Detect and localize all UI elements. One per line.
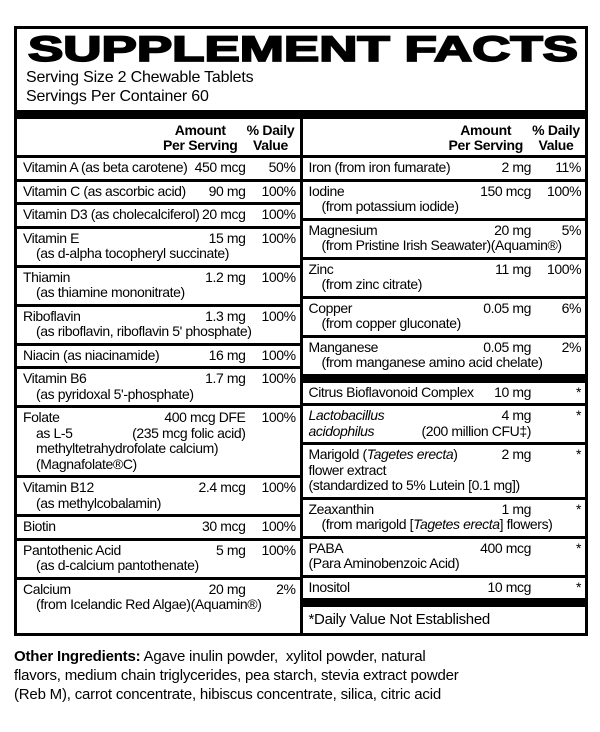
nutrient-line — [309, 463, 582, 479]
nutrient-name: (Magnafolate®C) — [36, 455, 137, 472]
nutrient-line — [23, 371, 296, 387]
nutrient-line — [309, 447, 582, 463]
nutrient-amount: 4 mg — [501, 407, 531, 423]
daily-value-header — [531, 123, 581, 153]
nutrient-line — [23, 457, 296, 473]
nutrient-row — [17, 265, 300, 304]
daily-value-header — [246, 123, 296, 153]
nutrient-line — [23, 309, 296, 325]
nutrient-name: (from Pristine Irish Seawater)(Aquamin®) — [321, 237, 562, 253]
nutrient-daily-value: 100% — [261, 518, 296, 534]
amount-per-serving-header — [448, 123, 523, 153]
amount-header-line1: Amount — [460, 122, 512, 138]
nutrient-amount: (235 mcg folic acid) — [132, 424, 246, 441]
nutrient-amount: 20 mcg — [201, 206, 246, 222]
nutrient-daily-value: 100% — [261, 346, 296, 363]
nutrient-amount: 1.3 mg — [205, 307, 246, 324]
nutrient-line — [23, 426, 296, 442]
nutrient-daily-value: * — [575, 539, 581, 556]
nutrient-line — [23, 348, 296, 364]
nutrient-amount: 0.05 mg — [483, 338, 531, 355]
nutrient-row — [303, 257, 586, 296]
nutrient-daily-value: 100% — [261, 268, 296, 285]
nutrient-row — [303, 296, 586, 335]
nutrient-line — [23, 496, 296, 512]
right-column-rows — [303, 158, 586, 598]
nutrient-amount: (200 million CFU‡) — [421, 422, 531, 439]
nutrient-row — [303, 403, 586, 442]
nutrient-amount: 150 mcg — [480, 182, 531, 199]
nutrient-daily-value: * — [575, 578, 581, 595]
nutrient-amount: 1 mg — [501, 500, 531, 517]
nutrient-line — [23, 231, 296, 247]
nutrient-daily-value: 6% — [561, 299, 581, 316]
nutrient-name: methyltetrahydrofolate calcium) — [36, 440, 219, 456]
nutrient-amount: 20 mg — [494, 221, 531, 238]
nutrient-line — [309, 301, 582, 317]
nutrient-amount: 16 mg — [208, 346, 246, 363]
nutrient-row — [17, 343, 300, 367]
nutrient-name: (from copper gluconate) — [321, 315, 461, 331]
nutrient-name: Folate — [23, 409, 60, 425]
nutrient-line — [309, 385, 582, 401]
nutrient-name: (as d-calcium pantothenate) — [36, 557, 199, 573]
nutrient-line — [309, 517, 582, 533]
nutrient-name: Iron (from iron fumarate) — [308, 159, 451, 175]
nutrient-line — [309, 340, 582, 356]
right-column — [303, 119, 586, 633]
nutrient-line — [23, 597, 296, 613]
nutrient-line — [309, 277, 582, 293]
nutrient-name: Zeaxanthin — [308, 500, 374, 517]
section-divider-bar — [303, 374, 586, 383]
nutrient-line — [309, 502, 582, 518]
nutrient-daily-value: 5% — [561, 221, 581, 238]
supplement-facts-panel — [14, 26, 588, 636]
dv-header-line2: Value — [252, 137, 289, 153]
nutrient-daily-value: 11% — [555, 159, 581, 175]
nutrient-name: Pantothenic Acid — [23, 541, 121, 558]
nutrient-name: Lactobacillus — [308, 407, 385, 423]
nutrient-name: Biotin — [23, 518, 56, 534]
nutrient-row — [303, 335, 586, 374]
nutrient-row — [17, 475, 300, 514]
nutrient-daily-value: 100% — [261, 307, 296, 324]
nutrient-line — [23, 480, 296, 496]
nutrient-amount: 0.05 mg — [483, 299, 531, 316]
nutrient-row — [17, 158, 300, 179]
nutrient-daily-value: 50% — [268, 159, 296, 175]
left-column — [17, 119, 303, 633]
nutrient-line — [309, 262, 582, 278]
other-ingredients-text: Agave inulin powder, xylitol powder, natural flavors, medium chain triglycerides, pea starch, stevia extract powder (Reb M), carrot concentrate, hibiscus concentrate, silica, citric acid — [14, 648, 463, 703]
nutrient-line — [309, 355, 582, 371]
nutrient-line — [23, 160, 296, 176]
nutrient-name: Citrus Bioflavonoid Complex — [308, 383, 474, 400]
nutrient-line — [23, 184, 296, 200]
nutrient-daily-value: 2% — [561, 338, 581, 355]
nutrient-name: Vitamin C (as ascorbic acid) — [23, 182, 186, 199]
nutrient-name: (from Icelandic Red Algae)(Aquamin®) — [36, 596, 262, 612]
nutrient-name: PABA — [308, 539, 344, 556]
other-ingredients — [14, 647, 466, 704]
nutrient-row — [17, 577, 300, 616]
nutrient-daily-value: 100% — [547, 260, 582, 277]
nutrient-name: (from zinc citrate) — [321, 276, 423, 292]
nutrient-line — [309, 541, 582, 557]
nutrient-line — [23, 285, 296, 301]
nutrient-name: Vitamin B12 — [23, 479, 94, 495]
nutrient-amount: 400 mcg DFE — [164, 409, 246, 425]
nutrient-name: Manganese — [308, 338, 379, 355]
nutrient-name: flower extract — [308, 461, 387, 478]
nutrient-row — [17, 202, 300, 226]
nutrient-line — [23, 410, 296, 426]
nutrient-line — [23, 558, 296, 574]
amount-header-line2: Per Serving — [448, 137, 523, 153]
nutrient-daily-value: * — [575, 407, 581, 423]
nutrient-line — [23, 246, 296, 262]
nutrient-row — [17, 514, 300, 538]
nutrient-row — [17, 538, 300, 577]
nutrient-amount: 10 mg — [494, 383, 531, 400]
nutrient-daily-value: 2% — [276, 580, 296, 597]
dv-header-line2: Value — [538, 137, 574, 153]
nutrient-daily-value: 100% — [261, 409, 296, 425]
nutrient-daily-value: * — [575, 383, 581, 400]
nutrient-row — [303, 575, 586, 599]
nutrient-row — [303, 383, 586, 404]
other-ingredients-label: Other Ingredients: — [14, 648, 141, 665]
nutrient-name: Magnesium — [308, 221, 378, 238]
nutrient-amount: 10 mcg — [487, 578, 531, 595]
servings-per-container: Servings Per Container 60 — [26, 88, 209, 105]
nutrient-name: (standardized to 5% Lutein [0.1 mg]) — [308, 477, 520, 493]
nutrient-name: (from manganese amino acid chelate) — [321, 354, 543, 370]
facts-columns — [17, 119, 585, 633]
nutrient-daily-value: 100% — [261, 370, 296, 386]
nutrient-row — [303, 536, 586, 575]
nutrient-amount: 20 mg — [208, 580, 246, 597]
nutrient-row — [303, 442, 586, 497]
nutrient-line — [309, 184, 582, 200]
nutrient-name: Thiamin — [23, 268, 70, 285]
nutrient-row — [17, 179, 300, 203]
nutrient-name: Marigold (Tagetes erecta) — [308, 446, 458, 462]
nutrient-name: as L-5 — [36, 424, 73, 441]
supplement-facts-title — [26, 30, 582, 68]
nutrient-name: Niacin (as niacinamide) — [23, 346, 160, 363]
nutrient-amount: 2 mg — [501, 446, 531, 462]
nutrient-name: Inositol — [308, 578, 350, 595]
nutrient-line — [309, 424, 582, 440]
nutrient-amount: 11 mg — [495, 260, 531, 277]
nutrient-name: (as thiamine mononitrate) — [36, 284, 185, 300]
nutrient-name: Copper — [308, 299, 353, 316]
footnote-divider-bar — [303, 598, 586, 607]
nutrient-amount: 2.4 mcg — [198, 479, 246, 495]
nutrient-name: Calcium — [23, 580, 71, 597]
nutrient-row — [303, 158, 586, 179]
nutrient-row — [17, 226, 300, 265]
nutrient-daily-value: 100% — [261, 182, 296, 199]
right-column-header — [303, 119, 586, 158]
nutrient-daily-value: 100% — [261, 229, 296, 246]
nutrient-amount: 1.2 mg — [205, 268, 246, 285]
nutrient-amount: 15 mg — [208, 229, 246, 246]
nutrient-daily-value: 100% — [547, 182, 582, 199]
header-divider-bar — [17, 110, 585, 119]
nutrient-amount: 1.7 mg — [205, 370, 246, 386]
nutrient-name: Vitamin A (as beta carotene) — [23, 159, 188, 175]
nutrient-line — [23, 324, 296, 340]
nutrient-row — [17, 366, 300, 405]
amount-header-line1: Amount — [174, 122, 226, 138]
nutrient-line — [309, 580, 582, 596]
nutrient-amount: 450 mcg — [194, 159, 246, 175]
nutrient-line — [23, 582, 296, 598]
nutrient-amount: 400 mcg — [480, 539, 531, 556]
nutrient-line — [309, 556, 582, 572]
nutrient-line — [309, 160, 582, 176]
nutrient-daily-value: 100% — [261, 206, 296, 222]
nutrient-line — [23, 441, 296, 457]
nutrient-name: Vitamin D3 (as cholecalciferol) — [23, 206, 200, 222]
dv-header-line1: % Daily — [246, 122, 295, 138]
nutrient-name: (as riboflavin, riboflavin 5' phosphate) — [36, 323, 252, 339]
nutrient-name: Vitamin E — [23, 229, 80, 246]
nutrient-line — [309, 408, 582, 424]
nutrient-line — [309, 478, 582, 494]
page-title: SUPPLEMENT FACTS — [28, 30, 578, 68]
nutrient-name: (as d-alpha tocopheryl succinate) — [36, 245, 230, 261]
nutrient-amount: 2 mg — [501, 159, 531, 175]
nutrient-line — [23, 270, 296, 286]
nutrient-name: (Para Aminobenzoic Acid) — [308, 555, 460, 571]
nutrient-name: (from potassium iodide) — [321, 198, 459, 214]
nutrient-name: (as methylcobalamin) — [36, 494, 162, 511]
nutrient-row — [303, 497, 586, 536]
nutrient-name: Iodine — [308, 182, 345, 199]
nutrient-amount: 90 mg — [208, 182, 246, 199]
nutrient-line — [309, 316, 582, 332]
nutrient-daily-value: * — [575, 500, 581, 517]
amount-header-line2: Per Serving — [162, 137, 238, 153]
nutrient-amount: 30 mcg — [201, 518, 246, 534]
panel-header — [17, 29, 585, 110]
left-column-rows — [17, 158, 300, 616]
nutrient-name: acidophilus — [308, 422, 375, 439]
nutrient-amount: 5 mg — [215, 541, 246, 558]
nutrient-row — [303, 218, 586, 257]
serving-size: Serving Size 2 Chewable Tablets — [26, 69, 254, 86]
nutrient-name: (from marigold [Tagetes erecta] flowers) — [321, 516, 553, 532]
nutrient-daily-value: 100% — [261, 541, 296, 558]
nutrient-line — [23, 207, 296, 223]
nutrient-daily-value: 100% — [261, 479, 296, 495]
nutrient-line — [309, 238, 582, 254]
nutrient-line — [309, 223, 582, 239]
left-column-header — [17, 119, 300, 158]
amount-per-serving-header — [163, 123, 238, 153]
dv-header-line1: % Daily — [532, 122, 580, 138]
nutrient-line — [23, 519, 296, 535]
nutrient-row — [17, 405, 300, 475]
nutrient-row — [303, 179, 586, 218]
nutrient-line — [23, 387, 296, 403]
nutrient-daily-value: * — [575, 446, 581, 462]
nutrient-row — [17, 304, 300, 343]
daily-value-footnote: *Daily Value Not Established — [308, 611, 490, 628]
nutrient-name: (as pyridoxal 5'-phosphate) — [36, 385, 194, 402]
nutrient-name: Vitamin B6 — [23, 370, 87, 386]
nutrient-name: Zinc — [308, 260, 334, 277]
nutrient-line — [309, 199, 582, 215]
nutrient-line — [23, 543, 296, 559]
nutrient-name: Riboflavin — [23, 307, 81, 324]
